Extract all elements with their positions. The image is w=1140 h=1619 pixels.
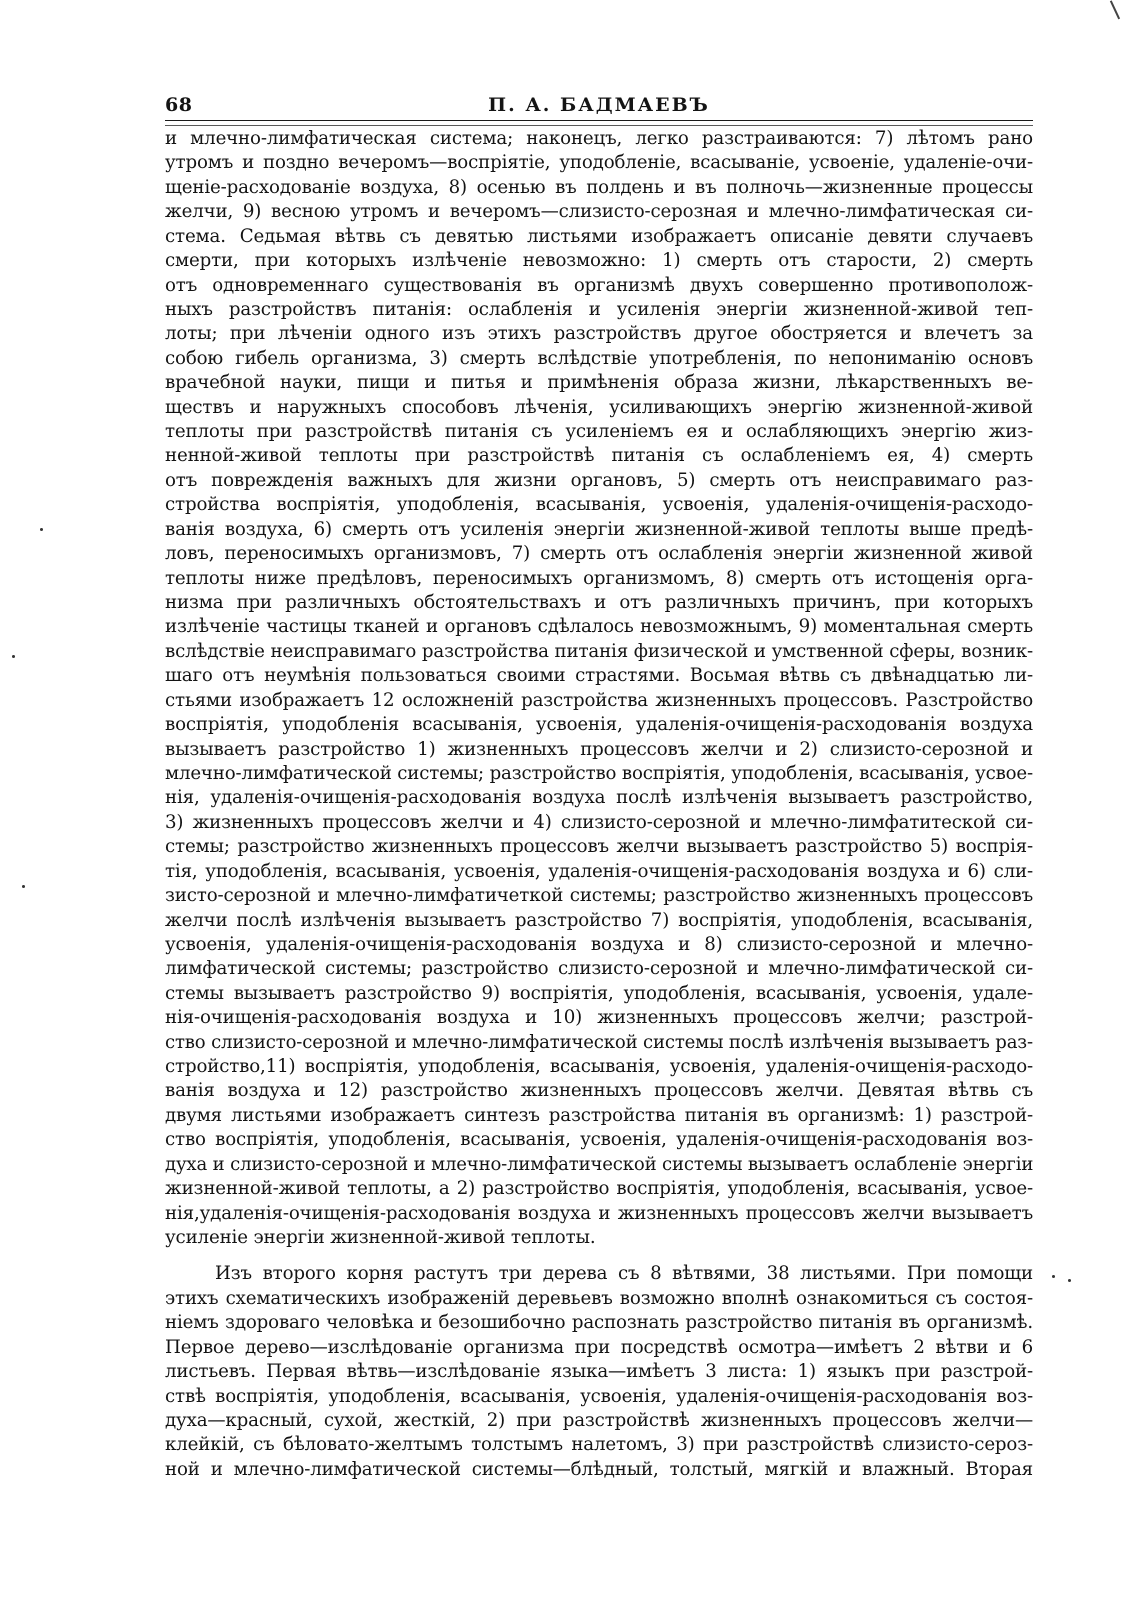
paragraph-gap <box>165 1250 1033 1262</box>
text-line: утромъ и поздно вечеромъ—воспріятіе, уподобленіе, всасываніе, усвоеніе, удаленіе-очи- <box>165 152 1033 174</box>
text-line: вызываетъ разстройство 1) жизненныхъ процессовъ желчи и 2) слизисто-серозной и <box>165 738 1033 760</box>
scan-speck <box>1068 1279 1071 1282</box>
scan-speck <box>40 528 43 531</box>
text-line: стройства воспріятія, уподобленія, всасыванія, усвоенія, удаленія-очищенія-расходо- <box>165 494 1033 516</box>
text-line: желчи, 9) весною утромъ и вечеромъ—слизисто-серозная и млечно-лимфатическая си- <box>165 201 1033 223</box>
text-line: стройство,11) воспріятія, уподобленія, всасыванія, усвоенія, удаленія-очищенія-расходо- <box>165 1056 1033 1078</box>
text-line: ненной-живой теплоты при разстройствѣ питанія съ ослабленіемъ ея, 4) смерть <box>165 445 1033 467</box>
text-line: ствѣ воспріятія, уподобленія, всасыванія, усвоенія, удаленія-очищенія-расходованія воз- <box>165 1385 1033 1407</box>
text-line: желчи послѣ излѣченія вызываетъ разстройство 7) воспріятія, уподобленія, всасыванія, <box>165 909 1033 931</box>
text-line: собою гибель организма, 3) смерть вслѣдствіе употребленія, по непониманію основъ <box>165 347 1033 369</box>
text-line: и млечно-лимфатическая система; наконецъ, легко разстраиваются: 7) лѣтомъ рано <box>165 128 1033 149</box>
text-line: вслѣдствіе неисправимаго разстройства питанія физической и умственной сферы, возник- <box>165 640 1033 662</box>
text-line: духа и слизисто-серозной и млечно-лимфатической системы вызываетъ ослабленіе энергіи <box>165 1153 1034 1175</box>
text-line: листьевъ. Первая вѣтвь—изслѣдованіе языка—имѣетъ 3 листа: 1) языкъ при разстрой- <box>165 1361 1033 1383</box>
text-line: духа—красный, сухой, жесткій, 2) при разстройствѣ жизненныхъ процессовъ желчи— <box>165 1409 1033 1431</box>
text-line: тія, уподобленія, всасыванія, усвоенія, удаленія-очищенія-расходованія воздуха и 6) сли- <box>165 860 1033 882</box>
text-line: врачебной науки, пищи и питья и примѣненія образа жизни, лѣкарственныхъ ве- <box>165 372 1033 394</box>
text-line: смерти, при которыхъ излѣченіе невозможно: 1) смерть отъ старости, 2) смерть <box>165 250 1033 272</box>
text-line: нія, удаленія-очищенія-расходованія воздуха послѣ излѣченія вызываетъ разстройство, <box>165 787 1033 809</box>
text-line: двумя листьями изображаетъ синтезъ разстройства питанія въ организмѣ: 1) разстрой- <box>165 1104 1033 1126</box>
text-line: ной и млечно-лимфатической системы—блѣдный, толстый, мягкій и влажный. Вторая <box>165 1458 1033 1480</box>
text-line: млечно-лимфатической системы; разстройство воспріятія, уподобленія, всасыванія, усвое- <box>165 762 1034 784</box>
text-line: ство воспріятія, уподобленія, всасыванія, усвоенія, удаленія-очищенія-расходованія воз- <box>165 1129 1033 1151</box>
text-line: нія-очищенія-расходованія воздуха и 10) жизненныхъ процессовъ желчи; разстрой- <box>165 1007 1033 1029</box>
text-line: ство слизисто-серозной и млечно-лимфатической системы послѣ излѣченія вызываетъ раз- <box>165 1031 1033 1053</box>
running-head: П. А. БАДМАЕВЪ <box>488 94 710 116</box>
header-rule <box>165 120 1033 126</box>
scan-speck <box>12 655 15 658</box>
text-line: ніемъ здороваго человѣка и безошибочно распознать разстройство питанія въ организмѣ. <box>165 1312 1033 1334</box>
text-line: шаго отъ неумѣнія пользоваться своими страстями. Восьмая вѣтвь съ двѣнадцатью ли- <box>165 665 1033 687</box>
text-line: щеніе-расходованіе воздуха, 8) осенью въ полдень и въ полночь—жизненные процессы <box>165 176 1033 198</box>
text-line: жизненной-живой теплоты, а 2) разстройство воспріятія, уподобленія, всасыванія, усвое- <box>165 1178 1033 1200</box>
scan-speck <box>22 885 25 888</box>
text-line: зисто-серозной и млечно-лимфатичеткой системы; разстройство жизненныхъ процессовъ <box>165 885 1033 907</box>
text-line: клейкій, съ бѣловато-желтымъ толстымъ налетомъ, 3) при разстройствѣ слизисто-сероз- <box>165 1434 1033 1456</box>
text-line: стьями изображаетъ 12 осложненій разстройства жизненныхъ процессовъ. Разстройство <box>165 689 1033 711</box>
page-number: 68 <box>165 94 193 116</box>
text-line: ванія воздуха и 12) разстройство жизненныхъ процессовъ желчи. Девятая вѣтвь съ <box>165 1080 1033 1102</box>
text-line: Изъ второго корня растутъ три дерева съ 8 вѣтвями, 38 листьями. При помощи <box>215 1263 1033 1285</box>
text-line: отъ одновременнаго существованія въ организмѣ двухъ совершенно противополож- <box>165 274 1033 296</box>
text-line: 3) жизненныхъ процессовъ желчи и 4) слизисто-серозной и млечно-лимфатитеской си- <box>165 811 1033 833</box>
text-line: усвоенія, удаленія-очищенія-расходованія воздуха и 8) слизисто-серозной и млечно- <box>165 933 1033 955</box>
text-line: Первое дерево—изслѣдованіе организма при посредствѣ осмотра—имѣетъ 2 вѣтви и 6 <box>165 1336 1033 1358</box>
text-line: воспріятія, уподобленія всасыванія, усвоенія, удаленія-очищенія-расходованія воздуха <box>165 714 1033 736</box>
text-line: ществъ и наружныхъ способовъ лѣченія, усиливающихъ энергію жизненной-живой <box>165 396 1033 418</box>
scan-edge-mark <box>1110 1 1120 20</box>
text-line: лимфатической системы; разстройство слизисто-серозной и млечно-лимфатической си- <box>165 958 1033 980</box>
scan-speck <box>1052 1275 1055 1278</box>
body-text <box>165 127 1033 1482</box>
text-line: этихъ схематическихъ изображеній деревьевъ возможно вполнѣ ознакомиться съ состоя- <box>165 1287 1033 1309</box>
text-line: ванія воздуха, 6) смерть отъ усиленія энергіи жизненной-живой теплоты выше предѣ- <box>165 518 1033 540</box>
text-line: лоты; при лѣченіи одного изъ этихъ разстройствъ другое обостряется и влечетъ за <box>165 323 1033 345</box>
text-line: отъ поврежденія важныхъ для жизни органовъ, 5) смерть отъ неисправимаго раз- <box>165 469 1033 491</box>
text-line: стемы; разстройство жизненныхъ процессовъ желчи вызываетъ разстройство 5) воспрія- <box>165 836 1033 858</box>
text-line: ловъ, переносимыхъ организмовъ, 7) смерть отъ ослабленія энергіи жизненной живой <box>165 543 1033 565</box>
text-line: нія,удаленія-очищенія-расходованія воздуха и жизненныхъ процессовъ желчи вызываетъ <box>165 1202 1033 1224</box>
page-header <box>165 94 1033 118</box>
text-line: теплоты ниже предѣловъ, переносимыхъ организмомъ, 8) смерть отъ истощенія орга- <box>165 567 1033 589</box>
text-line: стемы вызываетъ разстройство 9) воспріятія, уподобленія, всасыванія, усвоенія, удале- <box>165 982 1033 1004</box>
text-line: стема. Седьмая вѣтвь съ девятью листьями изображаетъ описаніе девяти случаевъ <box>165 225 1033 247</box>
text-line: теплоты при разстройствѣ питанія съ усиленіемъ ея и ослабляющихъ энергію жиз- <box>165 421 1033 443</box>
text-line: усиленіе энергіи жизненной-живой теплоты. <box>165 1226 596 1248</box>
text-line: низма при различныхъ обстоятельствахъ и отъ различныхъ причинъ, при которыхъ <box>165 592 1033 614</box>
text-line: ныхъ разстройствъ питанія: ослабленія и усиленія энергіи жизненной-живой теп- <box>165 298 1033 320</box>
text-line: излѣченіе частицы тканей и органовъ сдѣлалось невозможнымъ, 9) моментальная смерть <box>165 616 1033 638</box>
